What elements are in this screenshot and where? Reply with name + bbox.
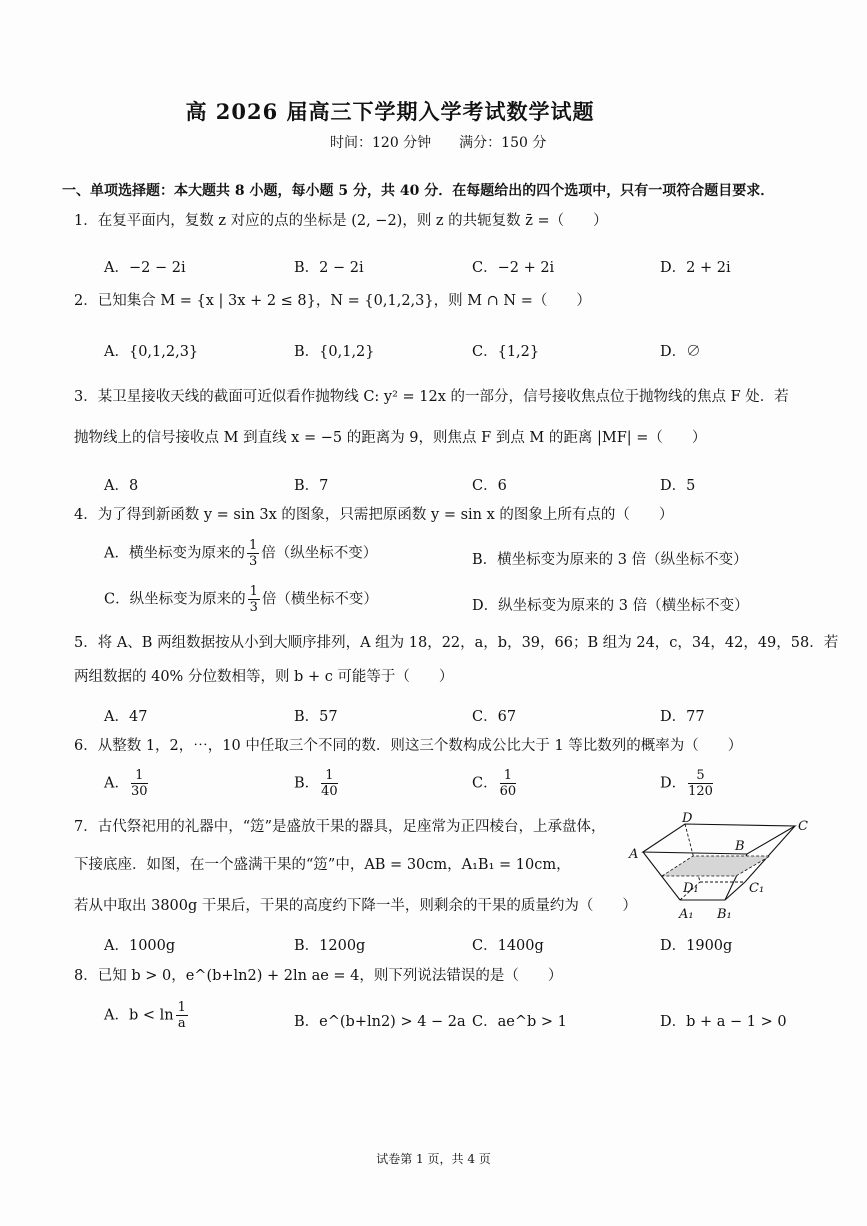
q4-option-c-post: 倍（横坐标不变） bbox=[261, 591, 378, 608]
q4-option-c-pre: C．纵坐标变为原来的 bbox=[104, 591, 246, 608]
q2-option-d: D．∅ bbox=[660, 344, 701, 360]
denominator: 120 bbox=[688, 784, 713, 799]
q7-option-c: C．1400g bbox=[472, 938, 544, 954]
q6-option-b bbox=[294, 768, 340, 799]
q7-option-d: D．1900g bbox=[660, 938, 733, 954]
q5-option-a: A．47 bbox=[104, 709, 148, 725]
q4-option-c bbox=[104, 584, 378, 615]
numerator: 1 bbox=[321, 768, 338, 784]
edge-cc1 bbox=[745, 826, 795, 882]
q6-option-d bbox=[660, 768, 715, 799]
label-a1: A₁ bbox=[679, 907, 694, 922]
q1-stem: 1．在复平面内，复数 z 对应的点的坐标是 (2, −2)，则 z 的共轭复数 z̄ =（ ） bbox=[74, 213, 608, 229]
fraction bbox=[248, 584, 260, 615]
q3-stem-line2: 抛物线上的信号接收点 M 到直线 x = −5 的距离为 9，则焦点 F 到点 M 的距离 |MF| =（ ） bbox=[74, 430, 707, 446]
fraction bbox=[321, 768, 338, 799]
fraction bbox=[500, 768, 517, 799]
q8-option-b: B．e^(b+ln2) > 4 − 2a bbox=[294, 1014, 466, 1030]
q2-stem: 2．已知集合 M = {x | 3x + 2 ≤ 8}，N = {0,1,2,3}，则 M ∩ N =（ ） bbox=[74, 293, 591, 309]
q3-option-b: B．7 bbox=[294, 478, 329, 494]
q5-stem-line2: 两组数据的 40% 分位数相等，则 b + c 可能等于（ ） bbox=[74, 669, 454, 685]
q8-option-a bbox=[104, 1000, 190, 1031]
q1-option-c: C．−2 + 2i bbox=[472, 260, 555, 276]
q2-option-a: A．{0,1,2,3} bbox=[104, 344, 199, 360]
denominator: a bbox=[177, 1016, 186, 1031]
denominator: 3 bbox=[249, 600, 258, 615]
q3-option-c: C．6 bbox=[472, 478, 507, 494]
label-d1: D₁ bbox=[683, 881, 699, 896]
fraction bbox=[131, 768, 148, 799]
q6-stem: 6．从整数 1，2，⋯，10 中任取三个不同的数．则这三个数构成公比大于 1 等比数列的概率为（ ） bbox=[74, 738, 743, 754]
q7-stem-line1: 7．古代祭祀用的礼器中，“笾”是盛放干果的器具，足座常为正四棱台，上承盘体， bbox=[74, 819, 606, 835]
denominator: 3 bbox=[248, 554, 258, 569]
q7-option-b: B．1200g bbox=[294, 938, 366, 954]
section-heading: 一、单项选择题：本大题共 8 小题，每小题 5 分，共 40 分．在每题给出的四个选项中，只有一项符合题目要求． bbox=[62, 183, 775, 199]
numerator: 5 bbox=[688, 768, 713, 784]
q4-option-b: B．横坐标变为原来的 3 倍（纵坐标不变） bbox=[472, 552, 748, 568]
option-label: A． bbox=[104, 775, 129, 792]
edge-b1c1 bbox=[725, 882, 745, 900]
q2-option-b: B．{0,1,2} bbox=[294, 344, 375, 360]
q4-option-a-post: 倍（纵坐标不变） bbox=[261, 545, 378, 562]
numerator: 1 bbox=[500, 768, 517, 784]
q3-option-d: D．5 bbox=[660, 478, 696, 494]
q4-option-d: D．纵坐标变为原来的 3 倍（横坐标不变） bbox=[472, 598, 749, 614]
label-a: A bbox=[629, 847, 639, 862]
option-text: A．b < ln bbox=[104, 1007, 174, 1024]
exam-title: 高 2026 届高三下学期入学考试数学试题 bbox=[185, 99, 595, 124]
q4-option-a-pre: A．横坐标变为原来的 bbox=[104, 545, 245, 562]
q6-option-a bbox=[104, 768, 150, 799]
q7-stem-line3: 若从中取出 3800g 干果后，干果的高度约下降一半，则剩余的干果的质量约为（ ） bbox=[74, 898, 637, 914]
option-label: B． bbox=[294, 775, 320, 792]
q4-stem: 4．为了得到新函数 y = sin 3x 的图象，只需把原函数 y = sin x 的图象上所有点的（ ） bbox=[74, 507, 674, 523]
label-b1: B₁ bbox=[717, 907, 732, 922]
fraction bbox=[176, 1000, 188, 1031]
q5-option-d: D．77 bbox=[660, 709, 705, 725]
exam-meta: 时间：120 分钟 满分：150 分 bbox=[330, 135, 547, 151]
q4-option-a bbox=[104, 538, 377, 569]
q1-option-b: B．2 − 2i bbox=[294, 260, 364, 276]
q8-option-c: C．ae^b > 1 bbox=[472, 1014, 567, 1030]
numerator: 1 bbox=[177, 1000, 186, 1015]
numerator: 1 bbox=[249, 584, 258, 599]
option-label: D． bbox=[660, 775, 687, 792]
numerator: 1 bbox=[248, 538, 258, 553]
denominator: 30 bbox=[130, 784, 148, 799]
q5-stem-line1: 5．将 A、B 两组数据按从小到大顺序排列，A 组为 18，22，a，b，39，66；B 组为 24，c，34，42，49，58．若 bbox=[74, 635, 839, 651]
q2-option-c: C．{1,2} bbox=[472, 344, 540, 360]
q3-stem-line1: 3．某卫星接收天线的截面可近似看作抛物线 C: y² = 12x 的一部分，信号接收焦点位于抛物线的焦点 F 处．若 bbox=[74, 389, 789, 405]
denominator: 40 bbox=[321, 784, 338, 799]
q6-option-c bbox=[472, 768, 518, 799]
q8-option-d: D．b + a − 1 > 0 bbox=[660, 1014, 787, 1030]
q1-option-d: D．2 + 2i bbox=[660, 260, 731, 276]
fraction bbox=[688, 768, 713, 799]
frustum-figure bbox=[625, 810, 815, 925]
fraction bbox=[247, 538, 259, 569]
q7-option-a: A．1000g bbox=[104, 938, 176, 954]
q8-stem: 8．已知 b > 0，e^(b+ln2) + 2ln ae = 4，则下列说法错误的是（ ） bbox=[74, 968, 563, 984]
q3-option-a: A．8 bbox=[104, 478, 139, 494]
page-footer: 试卷第 1 页，共 4 页 bbox=[376, 1152, 491, 1166]
q5-option-b: B．57 bbox=[294, 709, 338, 725]
q5-option-c: C．67 bbox=[472, 709, 517, 725]
q7-stem-line2: 下接底座．如图，在一个盛满干果的“笾”中，AB = 30cm，A₁B₁ = 10cm， bbox=[74, 857, 571, 873]
frustum-top-face bbox=[643, 824, 795, 854]
fruit-level-section bbox=[662, 856, 770, 876]
denominator: 60 bbox=[499, 784, 517, 799]
numerator: 1 bbox=[131, 768, 148, 784]
label-d: D bbox=[682, 811, 693, 826]
label-b: B bbox=[735, 839, 745, 854]
option-label: C． bbox=[472, 775, 498, 792]
label-c1: C₁ bbox=[749, 881, 765, 896]
q1-option-a: A．−2 − 2i bbox=[104, 260, 186, 276]
label-c: C bbox=[798, 819, 808, 834]
